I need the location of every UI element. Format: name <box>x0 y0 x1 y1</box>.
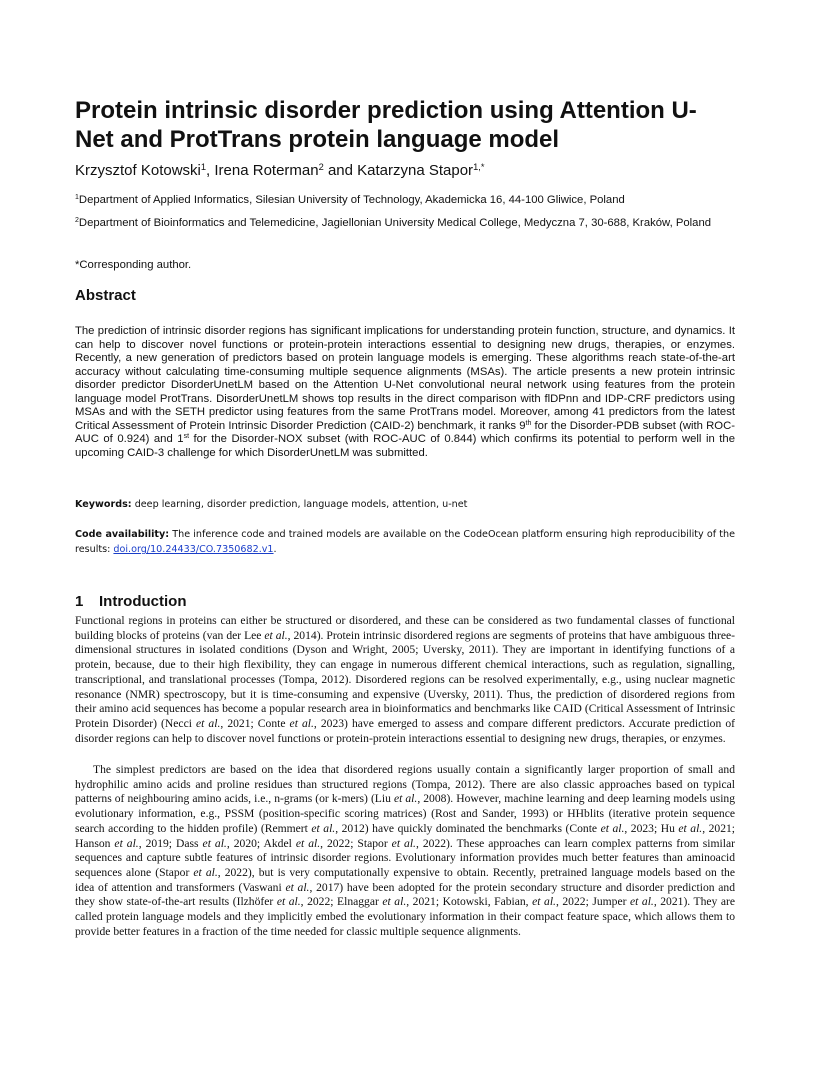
citation-etal: et al. <box>196 716 221 730</box>
paragraph-text: , 2023) have emerged to assess and compare different predictors. Accurate prediction of disorder regions can help to discover novel functions or protein-protein interactions essential to designing new drugs, therapies, or enzymes. <box>75 716 735 745</box>
paragraph-text: , 2022; Jumper <box>555 895 630 909</box>
paragraph-text: , 2012) have quickly dominated the benchmarks (Conte <box>335 821 601 835</box>
author-separator: , <box>206 162 215 179</box>
author-name: Irena Roterman <box>214 162 319 179</box>
author-name: Katarzyna Stapor <box>357 162 474 179</box>
paragraph-text: , 2022). These approaches can learn complex patterns from similar sequences and capture subtle features of intrinsic disorder regions. Evolutionary information provides much better features than aminoacid sequences alone (Stapor <box>75 836 735 879</box>
citation-etal: et al. <box>289 716 314 730</box>
citation-etal: et al. <box>391 836 416 850</box>
paragraph-text: Functional regions in proteins can either be structured or disordered, and these can be considered as two fundamental classes of functional building blocks of proteins (van der Lee <box>75 614 735 642</box>
paragraph-text: , 2019; Dass <box>138 836 203 850</box>
citation-etal: et al. <box>264 628 288 642</box>
affiliation-text: Department of Applied Informatics, Silesian University of Technology, Akademicka 16, 44-100 Gliwice, Poland <box>78 194 625 206</box>
affiliation-number: 1 <box>75 194 79 202</box>
section-number: 1 <box>75 593 84 610</box>
paragraph-text: , 2020; Akdel <box>226 836 296 850</box>
paragraph-text: , 2014). Protein intrinsic disordered regions are segments of proteins that have ambiguous three-dimensional structures in isolated conditions (Dyson and Wright, 2005; Uversky, 2011). They are important in identifying functions of a protein, because, due to their high flexibility, they can engage in numerous different chemical interactions, such as regulation, signalling, transcriptional, and translational processes (Tompa, 2012). Disordered regions can be resolved experimentally, e.g., using nuclear magnetic resonance (NMR) spectroscopy, but it is time-consuming and expensive (Uversky, 2011). Thus, the prediction of disordered regions from their amino acid sequences has become a popular research area in bioinformatics and benchmarks like CAID (Critical Assessment of Intrinsic Protein Disorder) (Necci <box>75 628 735 730</box>
paragraph-text: , 2008). However, machine learning and deep learning models using evolutionary information, e.g., PSSM (position-specific scoring matrices) (Rost and Sander, 1993) or HHblits (iterative protein sequence search according to the hidden profile) (Remmert <box>75 792 736 835</box>
paragraph-text: , 2021). They are called protein language models and they implicitly embed the evolutionary information in their compact feature space, which allows them to provide better features in a fraction of the time needed for classic multiple sequence alignments. <box>75 895 736 938</box>
affiliation-text: Department of Bioinformatics and Telemedicine, Jagiellonian University Medical College, Medyczna 7, 30-688, Kraków, Poland <box>78 217 712 229</box>
author-name: Krzysztof Kotowski <box>75 162 201 179</box>
section-title: Introduction <box>99 593 187 610</box>
paper-title: Protein intrinsic disorder prediction using Attention U-Net and ProtTrans protein language model <box>75 97 697 153</box>
citation-etal: et al. <box>114 836 139 850</box>
citation-etal: et al. <box>311 821 336 835</box>
intro-paragraph-1 <box>75 614 735 746</box>
citation-etal: et al. <box>532 895 556 909</box>
citation-etal: et al. <box>382 895 407 909</box>
citation-etal: et al. <box>630 895 654 909</box>
paragraph-text: , 2021; Hanson <box>75 821 736 850</box>
keywords-text: deep learning, disorder prediction, language models, attention, u-net <box>131 499 468 510</box>
code-availability-label: Code availability: <box>75 529 170 540</box>
affiliation-2 <box>75 215 735 231</box>
code-availability-text: The inference code and trained models are available on the CodeOcean platform ensuring high reproducibility of the results: <box>75 529 735 555</box>
citation-etal: et al. <box>276 895 301 909</box>
section-heading-introduction <box>75 593 186 610</box>
paragraph-text: The simplest predictors are based on the idea that disordered regions usually contain a significantly larger proportion of small and hydrophilic amino acids and proline residues than structured regions (Tompa, 2012). There are also classic approaches based on typical patterns of neighbouring amino acids, i.e., n-grams (or k-mers) (Liu <box>75 763 735 806</box>
author-list <box>75 161 484 181</box>
citation-etal: et al. <box>285 880 310 894</box>
paragraph-text: , 2022; Elnaggar <box>300 895 383 909</box>
paragraph-text: , 2021; Kotowski, Fabian, <box>406 895 533 909</box>
paragraph-text: , 2017) have been adopted for the protein secondary structure and disorder prediction and they show state-of-the-art results (Ilzhöfer <box>75 880 736 909</box>
paragraph-text: , 2023; Hu <box>624 821 679 835</box>
author-affiliation-marker: 1 <box>200 161 207 172</box>
author-separator: and <box>323 162 358 179</box>
citation-etal: et al. <box>193 865 218 879</box>
abstract-text: The prediction of intrinsic disorder regions has significant implications for understanding protein function, structure, and dynamics. It can help to discover novel functions or protein-protein interactions essential to designing new drugs, therapies, or enzymes. Recently, a new generation of predictors based on protein language models is emerging. These algorithms reach state-of-the-art accuracy without calculating time-consuming multiple sequence alignments (MSAs). The article presents a new protein intrinsic disorder predictor DisorderUnetLM based on the Attention U-Net convolutional neural network using features from the protein language model ProtTrans. DisorderUnetLM shows top results in the direct comparison with flDPnn and IDP-CRF predictors using MSAs and with the SETH predictor using features from the same ProtTrans model. Moreover, among 41 predictors from the latest Critical Assessment of Protein Intrinsic Disorder Prediction (CAID-2) benchmark, it ranks 9th for the Disorder-PDB subset (with ROC-AUC of 0.924) and 1st for the Disorder-NOX subset (with ROC-AUC of 0.844) which confirms its potential to perform well in the upcoming CAID-3 challenge for which DisorderUnetLM was submitted. <box>75 325 735 459</box>
citation-etal: et al. <box>393 792 418 806</box>
keywords <box>75 498 735 512</box>
author-affiliation-marker: 1,* <box>473 161 485 172</box>
abstract-heading: Abstract <box>75 287 136 304</box>
author-affiliation-marker: 2 <box>318 161 324 172</box>
corresponding-author-note: *Corresponding author. <box>75 259 192 271</box>
citation-etal: et al. <box>202 836 227 850</box>
keywords-label: Keywords: <box>75 499 132 510</box>
affiliation-1 <box>75 192 735 208</box>
affiliation-number: 2 <box>75 217 79 225</box>
doi-link[interactable]: doi.org/10.24433/CO.7350682.v1 <box>113 544 274 555</box>
paragraph-text: , 2022), but is very computationally expensive to obtain. Recently, pretrained language models based on the idea of attention and transformers (Vaswani <box>75 865 735 894</box>
code-availability: Code availability: The inference code and trained models are available on the CodeOcean platform ensuring high reproducibility of the results: doi.org/10.24433/CO.7350682.v1. <box>75 529 735 555</box>
paragraph-text: , 2022; Stapor <box>320 836 392 850</box>
intro-paragraph-2 <box>75 763 735 939</box>
paragraph-text: , 2021; Conte <box>220 716 290 730</box>
citation-etal: et al. <box>678 821 703 835</box>
citation-etal: et al. <box>295 836 321 850</box>
citation-etal: et al. <box>600 821 625 835</box>
